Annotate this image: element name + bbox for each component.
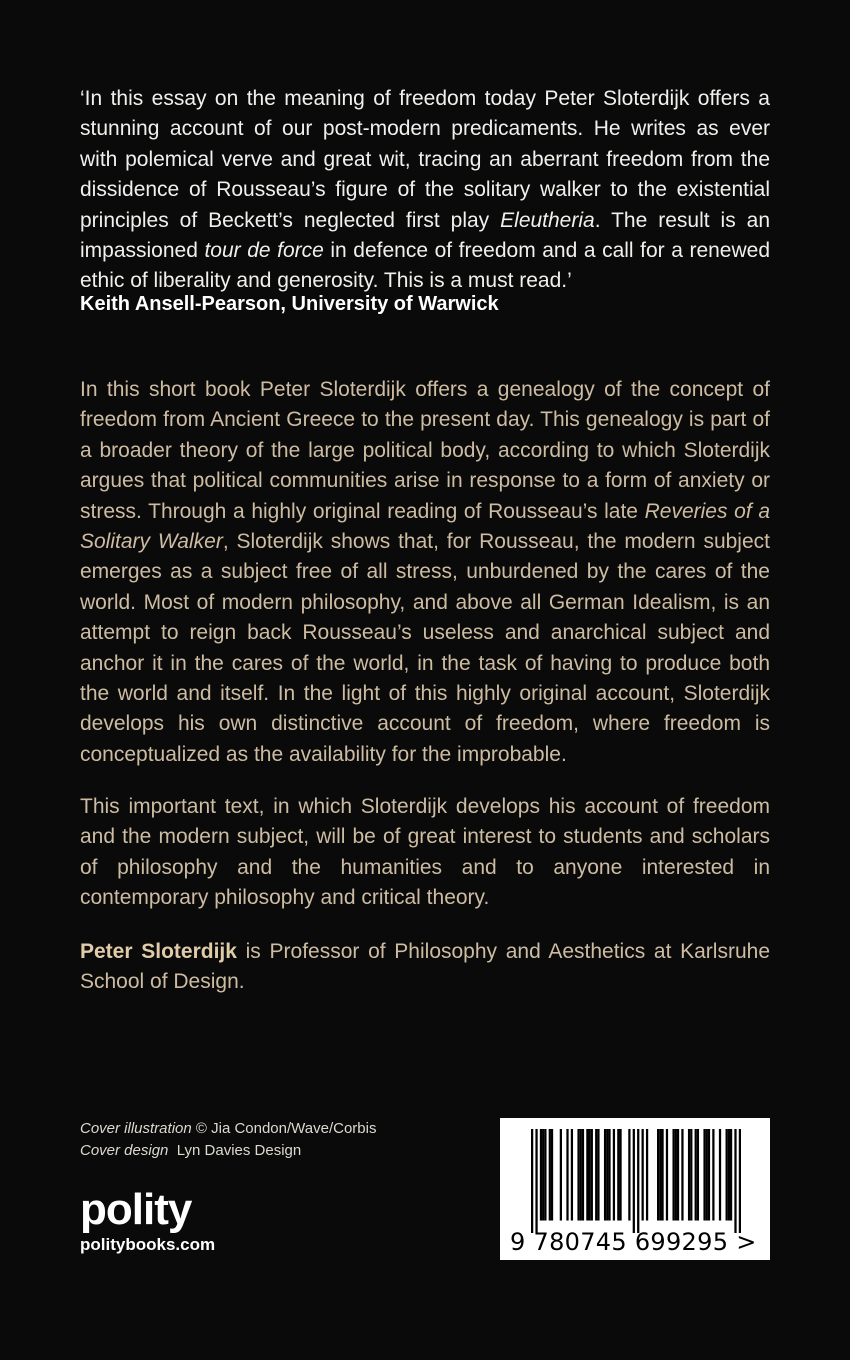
- barcode-bar: [666, 1129, 668, 1221]
- publisher-logo: [80, 1186, 215, 1256]
- barcode-bar: [549, 1129, 551, 1221]
- barcode-bar: [677, 1129, 679, 1221]
- barcode-bar: [726, 1129, 728, 1221]
- barcode-bar: [690, 1129, 692, 1221]
- barcode-bar: [712, 1129, 714, 1221]
- barcode-bar: [566, 1129, 568, 1221]
- author-bio-text: is Professor of Philosophy and Aesthetics at Karlsruhe School of Design.: [80, 940, 770, 994]
- barcode-bar: [591, 1129, 593, 1221]
- barcode-bar: [586, 1129, 588, 1221]
- barcode-bar: [675, 1129, 677, 1221]
- barcode-bar: [628, 1129, 630, 1221]
- description-paragraph-1: [80, 375, 770, 770]
- isbn-number: 9 780745 699295 >: [510, 1228, 757, 1256]
- quote-italic-phrase: tour de force: [204, 239, 324, 263]
- barcode-bar: [597, 1129, 599, 1221]
- barcode-bar: [540, 1129, 542, 1221]
- description-paragraph-2: This important text, in which Sloterdijk develops his account of freedom and the modern subject, will be of great interest to students and scholars of philosophy and the humanities and to anyone interested in contemporary philosophy and critical theory.: [80, 795, 770, 910]
- design-credit-label: Cover design: [80, 1142, 169, 1159]
- barcode-bar: [646, 1129, 648, 1221]
- illustration-credit-value: © Jia Condon/Wave/Corbis: [191, 1120, 377, 1137]
- barcode-bar: [672, 1129, 674, 1221]
- barcode-bar: [706, 1129, 708, 1221]
- barcode-bar: [661, 1129, 663, 1221]
- barcode-bar: [608, 1129, 610, 1221]
- illustration-credit-label: Cover illustration: [80, 1120, 192, 1137]
- barcode-bars: [531, 1129, 741, 1233]
- barcode-bar: [604, 1129, 606, 1221]
- cover-credits: [80, 1118, 376, 1162]
- barcode-bar: [659, 1129, 661, 1221]
- quote-text: . The result is an impassioned: [80, 208, 770, 263]
- quote-italic-title: Eleutheria: [500, 208, 595, 232]
- barcode-bar: [657, 1129, 659, 1221]
- isbn-barcode: [500, 1118, 770, 1260]
- barcode-bar: [544, 1129, 546, 1221]
- barcode-bar: [613, 1129, 615, 1221]
- barcode-bar: [695, 1129, 697, 1221]
- barcode-bar: [728, 1129, 730, 1221]
- barcode-bar: [582, 1129, 584, 1221]
- barcode-bar: [739, 1129, 741, 1233]
- barcode-bar: [531, 1129, 533, 1233]
- publisher-url: politybooks.com: [80, 1235, 216, 1254]
- barcode-bar: [560, 1129, 562, 1221]
- barcode-bar: [571, 1129, 573, 1221]
- endorsement-attribution: Keith Ansell-Pearson, University of Warwick: [80, 293, 499, 315]
- barcode-bar: [619, 1129, 621, 1221]
- barcode-bar: [697, 1129, 699, 1221]
- illustration-credit: [80, 1118, 376, 1140]
- barcode-bar: [734, 1129, 736, 1233]
- quote-text: in defence of freedom and a call for a renewed ethic of liberality and generosity. This is a must read.’: [80, 239, 771, 293]
- barcode-bar: [708, 1129, 710, 1221]
- barcode-bar: [588, 1129, 590, 1221]
- barcode-bar: [637, 1129, 639, 1233]
- quote-text: ‘In this essay on the meaning of freedom today Peter Sloterdijk offers a stunning account of our post-modern predicaments. He writes as ever with polemical verve and great wit, tracing an aberrant freedom from the dissidence of Rousseau’s figure of the solitary walker to the existential principles of Beckett’s neglected first play: [80, 87, 770, 232]
- barcode-bar: [703, 1129, 705, 1221]
- design-credit: [80, 1140, 376, 1162]
- barcode-bar: [633, 1129, 635, 1233]
- barcode-bar: [642, 1129, 644, 1221]
- barcode-bar: [580, 1129, 582, 1221]
- publisher-name: polity: [80, 1185, 192, 1234]
- barcode-bar: [535, 1129, 537, 1233]
- barcode-bar: [730, 1129, 732, 1221]
- description-text: , Sloterdijk shows that, for Rousseau, the modern subject emerges as a subject free of all stress, unburdened by the cares of the world. Most of modern philosophy, and above all German Idealism, is an attempt to reign back Rousseau’s useless and anarchical subject and anchor it in the cares of the world, in the task of having to produce both the world and itself. In the light of this highly original account, Sloterdijk develops his own distinctive account of freedom, where freedom is conceptualized as the availability for the improbable.: [80, 530, 770, 766]
- barcode-bar: [595, 1129, 597, 1221]
- author-name: Peter Sloterdijk: [80, 940, 237, 963]
- barcode-bar: [681, 1129, 683, 1221]
- description-italic-title: Reveries of a Solitary Walker: [80, 499, 770, 554]
- author-bio: [80, 937, 770, 998]
- description-text: In this short book Peter Sloterdijk offers a genealogy of the concept of freedom from Ancient Greece to the present day. This genealogy is part of a broader theory of the large political body, according to which Sloterdijk argues that political communities arise in response to a form of anxiety or stress. Through a highly original reading of Rousseau’s late: [80, 378, 770, 523]
- barcode-bar: [606, 1129, 608, 1221]
- barcode-bar: [551, 1129, 553, 1221]
- barcode-bar: [542, 1129, 544, 1221]
- design-credit-value: Lyn Davies Design: [168, 1142, 302, 1159]
- barcode-bar: [577, 1129, 579, 1221]
- endorsement-quote: [80, 84, 770, 297]
- barcode-bar: [617, 1129, 619, 1221]
- barcode-bar: [688, 1129, 690, 1221]
- barcode-bar: [719, 1129, 721, 1221]
